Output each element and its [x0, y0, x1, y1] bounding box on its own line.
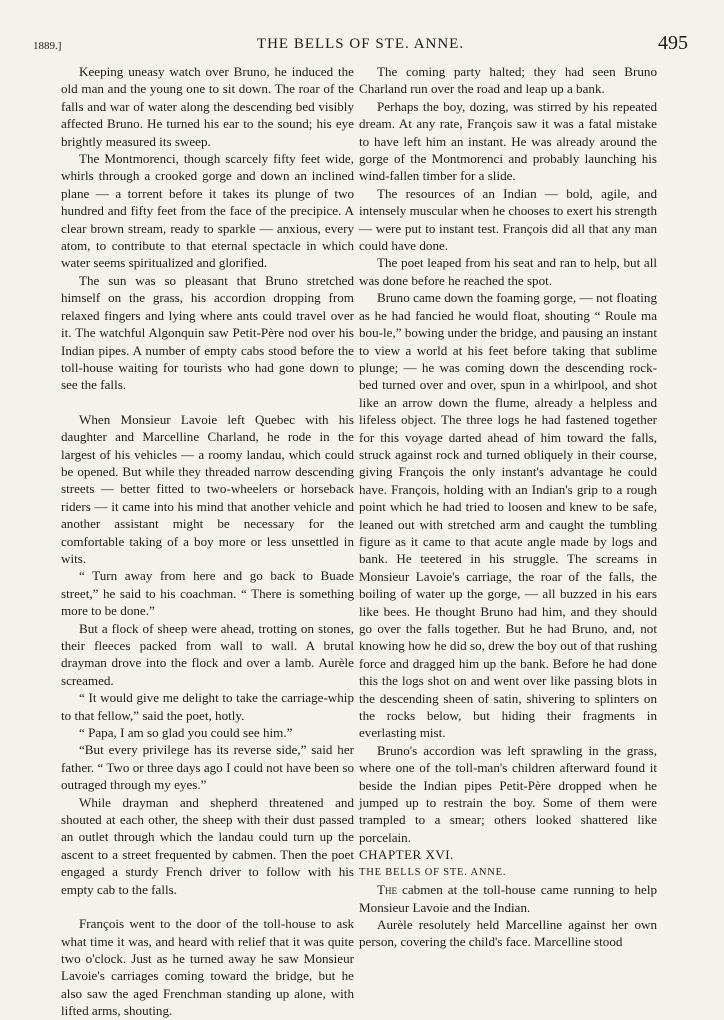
paragraph: “ It would give me delight to take the carriage-whip to that fellow,” said the poet, hotly.: [61, 690, 354, 723]
header-year: 1889.]: [33, 40, 62, 52]
paragraph: The coming party halted; they had seen Bruno Charland run over the road and leap up a bank.: [359, 64, 657, 97]
first-paragraph-rest: cabmen at the toll-house came running to help Monsieur Lavoie and the Indian.: [359, 882, 657, 915]
paragraph: The sun was so pleasant that Bruno stretched himself on the grass, his accordion dropping from relaxed fingers and lying where ants could travel over it. The watchful Algonquin saw Petit-Père nod over his Indian pipes. A number of empty cabs stood before the toll-house waiting for tourists who had gone down to see the falls.: [61, 272, 354, 393]
running-header: [33, 30, 688, 60]
left-column: [61, 63, 354, 1020]
paragraph: But a flock of sheep were ahead, trotting on stones, their fleeces packed from wall to wall. A brutal drayman drove into the flock and over a lamb. Aurèle screamed.: [61, 620, 354, 688]
paragraph: The poet leaped from his seat and ran to help, but all was done before he reached the spot.: [359, 255, 657, 288]
paragraph: François went to the door of the toll-house to ask what time it was, and heard with relief that it was quite two o'clock. Just as he turned away he saw Monsieur Lavoie's carriages coming toward the bridge, but he also saw the aged Frenchman standing up alone, with lifted arms, shouting.: [61, 916, 354, 1019]
paragraph: “But every privilege has its reverse side,” said her father. “ Two or three days ago I could not have been so outraged through my eyes.”: [61, 742, 354, 793]
right-column: [359, 63, 657, 951]
paragraph: The Montmorenci, though scarcely fifty feet wide, whirls through a crooked gorge and down an inclined plane — a torrent before it takes its plunge of two hundred and fifty feet from the face of the precipice. A clear brown stream, ready to sparkle — anxious, every atom, to contribute to that eternal spectacle in which water seems spiritualized and glorified.: [61, 151, 354, 271]
paragraph: “ Turn away from here and go back to Buade street,” he said to his coachman. “ There is something more to be done.”: [61, 568, 354, 619]
paragraph: While drayman and shepherd threatened and shouted at each other, the sheep with their dust passed an outlet through which the landau could turn up the ascent to a street frequented by cabmen. Then the poet engaged a sturdy French driver to follow with his empty cab to the falls.: [61, 794, 354, 897]
paragraph: Perhaps the boy, dozing, was stirred by his repeated dream. At any rate, François saw it was a fatal mistake to have left him an instant. He was already around the gorge of the Montmorenci and probably launching his wind-fallen timber for a slide.: [359, 98, 657, 184]
paragraph: “ Papa, I am so glad you could see him.”: [79, 725, 293, 741]
page-number: 495: [658, 32, 688, 54]
chapter-first-paragraph: [359, 881, 657, 916]
header-title: THE BELLS OF STE. ANNE.: [256, 36, 465, 52]
paragraph: Aurèle resolutely held Marcelline against her own person, covering the child's face. Marcelline stood: [359, 916, 657, 950]
paragraph: The resources of an Indian — bold, agile, and intensely muscular when he chooses to exert his strength — were put to instant test. François did all that any man could have done.: [359, 185, 657, 254]
paragraph: When Monsieur Lavoie left Quebec with his daughter and Marcelline Charland, he rode in the largest of his vehicles — a roomy landau, which could be opened. But while they threaded narrow descending streets — better fitted to two-wheelers or horseback riders — it came into his mind that another vehicle and another assistant might be necessary for the comfortable taking of a boy more or less unsettled in wits.: [61, 411, 354, 566]
paragraph: Keeping uneasy watch over Bruno, he induced the old man and the young one to sit down. The roar of the falls and war of water along the descending bed visibly affected Bruno. He turned his ear to the sound; his eye brightly measured its sweep.: [61, 64, 354, 149]
chapter-heading: CHAPTER XVI.: [359, 847, 454, 863]
chapter-subtitle: THE BELLS OF STE. ANNE.: [359, 866, 507, 878]
paragraph: Bruno came down the foaming gorge, — not floating as he had fancied he would float, shouting “ Roule ma bou-le,” bowing under the bridge, and pausing an instant to view a world at his feet before taking that sublime plunge; — he was coming down the descending rock-bed turned over and over, spun in a whirlpool, and shot like an arrow down the flume, already a helpless and lifeless object. The three logs he had fastened together for this voyage darted ahead of him toward the falls, struck against rock and turned obliquely in their course, giving François the only instant's advantage he could have. François, holding with an Indian's grip to a rough point which he had tried to loosen and knew to be safe, leaned out with stretched arm and caught the tumbling figure as it came to that acute angle made by logs and bank. He teetered in his struggle. The screams in Monsieur Lavoie's carriage, the roar of the falls, the boiling of water up the gorge, — all buzzed in his ears like bees. He thought Bruno had him, and they should go over the falls together. But he had Bruno, and, not knowing how he did so, drew the boy out of that rushing force and dragged him up the bank. Before he had done this the logs shot on and went over like passing blots in the descending sheen of satin, shivering to splinters on the rocks below, but hiding their fragments in everlasting mist.: [359, 290, 657, 741]
lead-word: The: [377, 882, 397, 898]
paragraph: Bruno's accordion was left sprawling in the grass, where one of the toll-man's children afterward found it beside the Indian pipes Petit-Père dropped when he jumped up to restrain the boy. Some of them were trampled to a smear; others looked shattered like porcelain.: [359, 742, 657, 845]
